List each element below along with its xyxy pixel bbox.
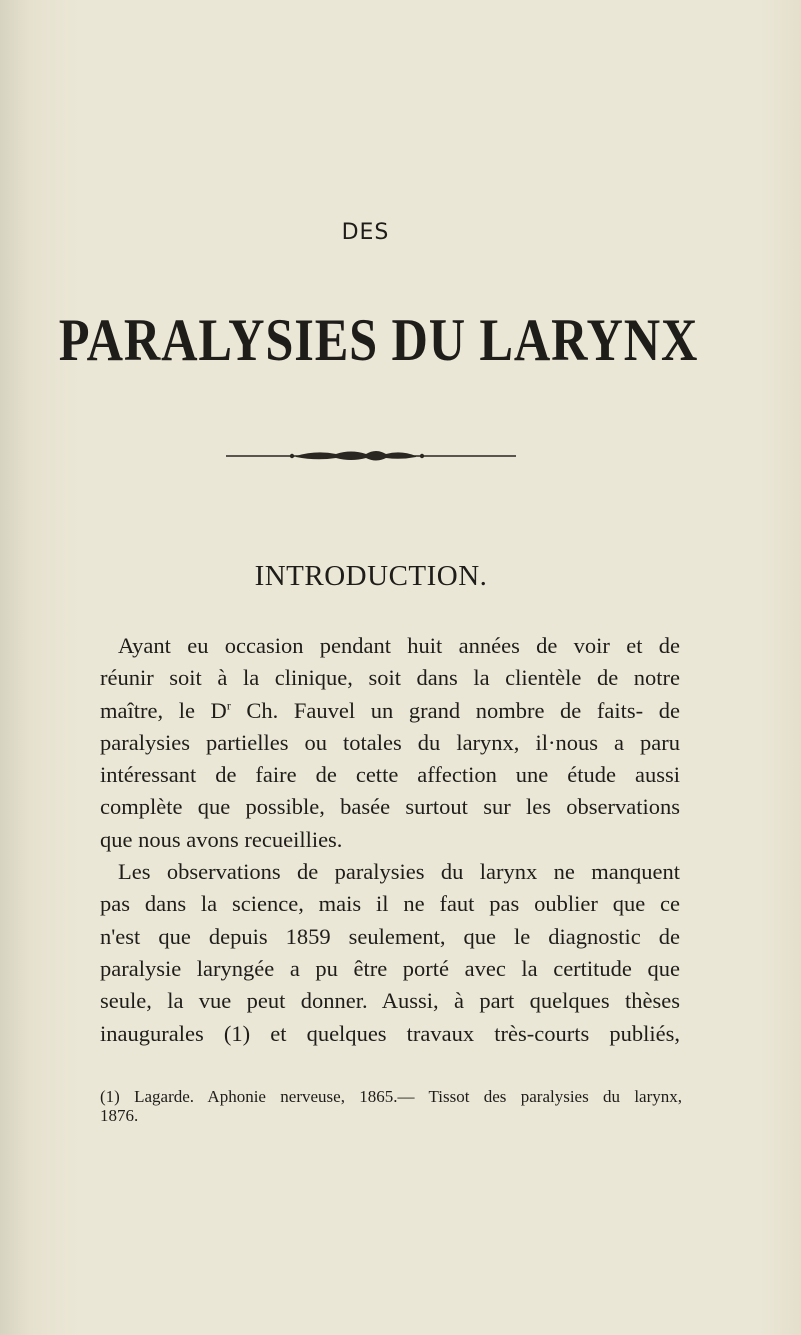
text-line bbox=[100, 695, 680, 727]
text-line: intéressant de faire de cette affection une étude aussi bbox=[100, 762, 680, 788]
supertitle: DES bbox=[341, 220, 390, 245]
text-line: seule, la vue peut donner. Aussi, à part quelques thèses bbox=[100, 988, 680, 1014]
text-line: complète que possible, basée surtout sur les observations bbox=[100, 794, 680, 820]
text-fragment: maître, le D bbox=[100, 697, 227, 723]
footnote-line: (1) Lagarde. Aphonie nerveuse, 1865.— Tissot des paralysies du larynx, bbox=[100, 1087, 682, 1106]
text-line: paralysies partielles ou totales du larynx, il·nous a paru bbox=[100, 729, 680, 755]
text-line: n'est que depuis 1859 seulement, que le diagnostic de bbox=[100, 923, 680, 949]
text-line: Les observations de paralysies du larynx ne manquent bbox=[118, 859, 680, 885]
page-title: PARALYSIES DU LARYNX bbox=[58, 307, 699, 373]
superscript: r bbox=[226, 698, 231, 713]
text-fragment: Ch. Fauvel un grand nombre de faits- de bbox=[230, 697, 680, 723]
text-line: pas dans la science, mais il ne faut pas oublier que ce bbox=[100, 891, 680, 917]
footnote-line: 1876. bbox=[100, 1106, 139, 1125]
footnote bbox=[100, 1087, 682, 1125]
text-line: inaugurales (1) et quelques travaux très-courts publiés, bbox=[100, 1020, 680, 1046]
text-line: Ayant eu occasion pendant huit années de voir et de bbox=[118, 633, 680, 658]
body-paragraphs bbox=[100, 630, 680, 1050]
text-line: réunir soit à la clinique, soit dans la clientèle de notre bbox=[100, 665, 680, 691]
ornament-divider-icon bbox=[226, 448, 516, 464]
text-line: que nous avons recueillies. bbox=[100, 826, 343, 852]
text-line: paralysie laryngée a pu être porté avec la certitude que bbox=[100, 955, 680, 981]
section-heading: INTRODUCTION. bbox=[254, 560, 488, 592]
